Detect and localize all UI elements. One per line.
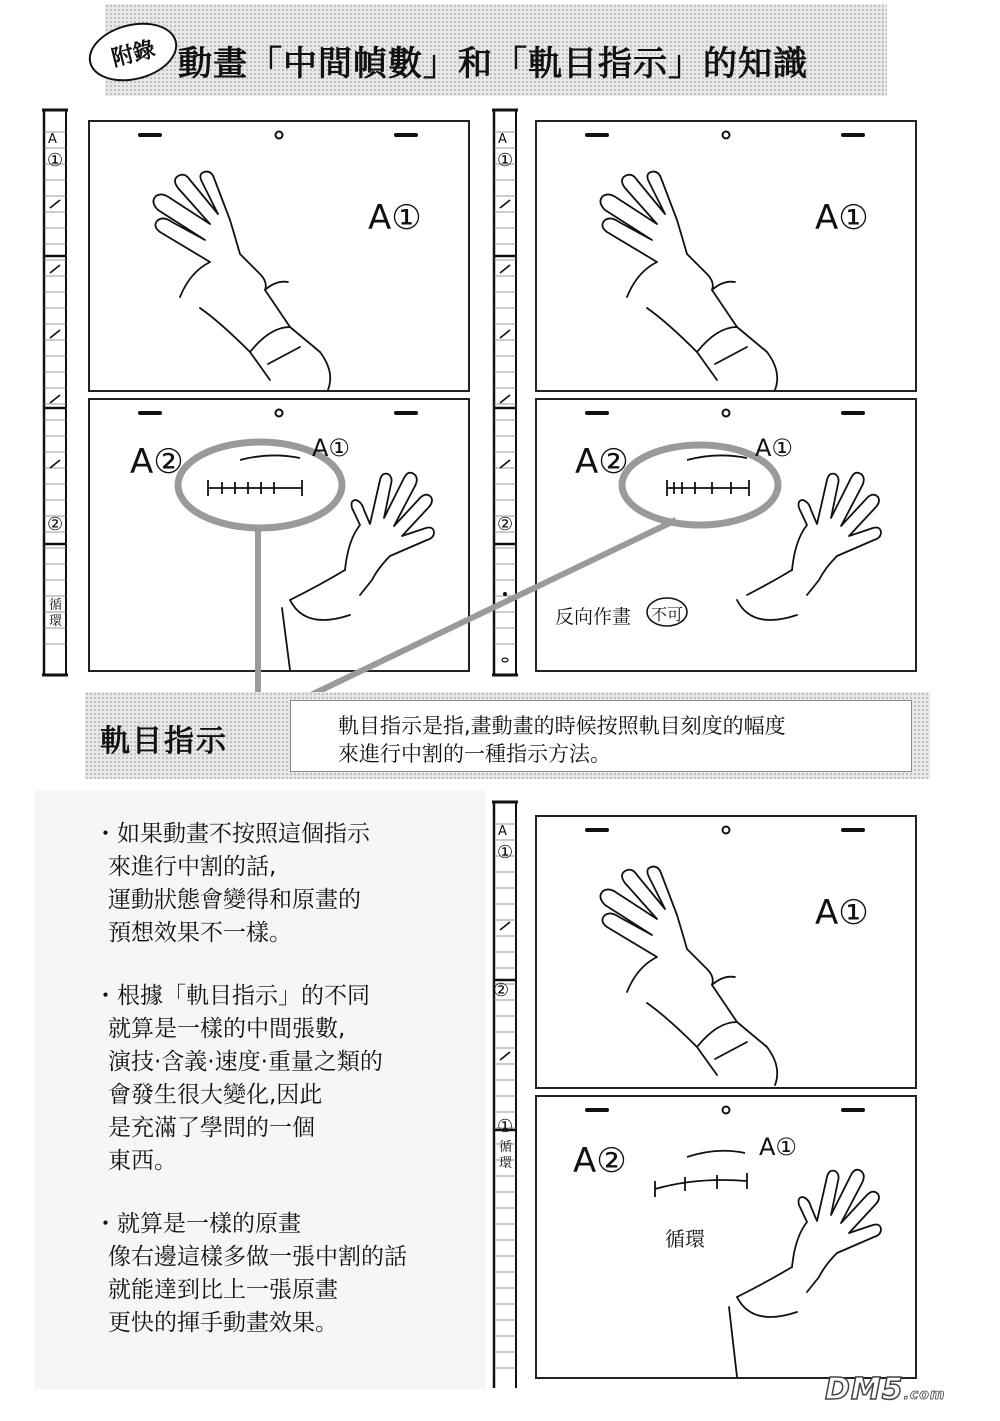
bullet-3-line-1: ・就算是一樣的原畫 [94,1211,301,1237]
reverse-note: 反向作畫 [555,606,632,628]
timesheet-bottom-a: A [498,824,507,839]
bullet-1 [94,818,508,950]
label-a2-bottom: A② [573,1141,627,1181]
bullet-3-line-2: 像右邊這樣多做一張中割的話 [108,1244,407,1270]
bullet-3-line-3: 就能達到比上一張原畫 [108,1277,338,1303]
bullet-2-line-1: ・根據「軌目指示」的不同 [94,983,370,1009]
bullet-list [94,818,508,1360]
bullet-1-line-3: 運動狀態會變得和原畫的 [108,887,361,913]
term-title: 軌目指示 [100,724,228,759]
bullet-2-line-6: 東西。 [108,1148,177,1174]
bullet-3 [94,1208,508,1340]
label-a1-small-bottom: A① [759,1133,797,1161]
timesheet-bottom-2: ② [493,980,510,1001]
timesheet-right-2: ② [497,514,514,535]
term-line-1: 軌目指示是指,畫動畫的時候按照軌目刻度的幅度 [338,714,786,738]
bullet-3-line-4: 更快的揮手動畫效果。 [108,1310,338,1336]
label-a1-right: A① [815,198,869,238]
label-a1: A① [368,198,422,238]
appendix-badge-text: 附錄 [109,36,158,72]
timesheet-bottom-1: ① [497,842,514,863]
timesheet-right-a: A [498,132,507,147]
bullet-1-line-1: ・如果動畫不按照這個指示 [94,821,370,847]
hand-drawing-a1-bottom [537,817,915,1087]
frame-bottom-section-a2 [535,1095,917,1379]
dm5-watermark [825,1372,945,1407]
watermark-suffix: .com [903,1387,946,1403]
bullet-2-line-3: 演技·含義·速度·重量之類的 [108,1049,383,1075]
timesheet-left-1: ① [47,150,64,171]
timesheet-bottom-1b: ① [497,1116,514,1137]
frame-bottom-section-a1 [535,815,917,1089]
timesheet-left-2: ② [47,514,64,535]
label-a1-bottom: A① [815,893,869,933]
timesheet-right-1: ① [497,150,514,171]
watermark-brand: DM5 [825,1372,904,1407]
bullet-2-line-2: 就算是一樣的中間張數, [108,1016,346,1042]
timesheet-left-a: A [48,132,57,147]
term-line-2: 來進行中割的一種指示方法。 [338,742,611,766]
timesheet-bottom [490,800,520,1388]
timesheet-bottom-cycle: 循環 [499,1140,513,1171]
bullet-2 [94,980,508,1178]
bullet-2-line-5: 是充滿了學問的一個 [108,1115,315,1141]
page-title: 動畫「中間幀數」和「軌目指示」的知識 [178,44,808,84]
timesheet-left-cycle: 循環 [49,598,63,629]
label-a1-small-right: A① [755,434,793,462]
label-a2: A② [130,442,184,482]
hand-drawing-a2-bottom [537,1097,915,1377]
not-allowed-note: 不可 [651,605,684,624]
bullet-1-line-2: 來進行中割的話, [108,854,277,880]
bullet-1-line-4: 預想效果不一樣。 [108,920,292,946]
bullet-2-line-4: 會發生很大變化,因此 [108,1082,323,1108]
label-a1-small: A① [312,434,350,462]
label-a2-right: A② [575,442,629,482]
cycle-note: 循環 [665,1227,705,1251]
